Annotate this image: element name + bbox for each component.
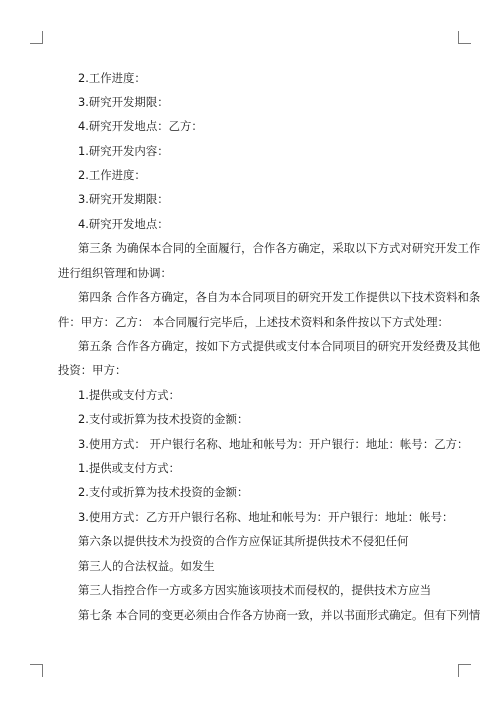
paragraph-line: 2.工作进度： — [78, 168, 146, 182]
paragraph-line: 1.研究开发内容： — [78, 144, 169, 158]
paragraph-line: 1.提供或支付方式： — [78, 461, 180, 475]
paragraph-line: 投资：甲方： — [58, 363, 127, 377]
paragraph-line: 1.提供或支付方式： — [78, 388, 180, 402]
crop-mark-bottom-left — [30, 664, 43, 677]
paragraph-line: 2.工作进度： — [78, 71, 146, 85]
paragraph-line: 第七条 本合同的变更必须由合作各方协商一致，并以书面形式确定。但有下列情 — [78, 608, 481, 622]
paragraph-line: 第四条 合作各方确定，各自为本合同项目的研究开发工作提供以下技术资料和条 — [78, 290, 481, 304]
paragraph-line: 进行组织管理和协调： — [58, 266, 172, 280]
paragraph-line: 3.研究开发期限： — [78, 192, 169, 206]
paragraph-line: 第三条 为确保本合同的全面履行，合作各方确定，采取以下方式对研究开发工作 — [78, 241, 481, 255]
paragraph-line: 3.使用方式：乙方开户银行名称、地址和帐号为：开户银行：地址：帐号： — [78, 510, 454, 524]
paragraph-line: 第三人指控合作一方或多方因实施该项技术而侵权的，提供技术方应当 — [78, 583, 432, 597]
paragraph-line: 第六条以提供技术为投资的合作方应保证其所提供技术不侵犯任何 — [78, 534, 409, 548]
crop-mark-top-left — [30, 31, 43, 44]
paragraph-line: 2.支付或折算为技术投资的金额： — [78, 485, 249, 499]
paragraph-line: 4.研究开发地点： — [78, 217, 169, 231]
paragraph-line: 第五条 合作各方确定，按如下方式提供或支付本合同项目的研究开发经费及其他 — [78, 339, 481, 353]
paragraph-line: 3.使用方式： 开户银行名称、地址和帐号为：开户银行：地址：帐号：乙方： — [78, 437, 469, 451]
paragraph-line: 4.研究开发地点：乙方： — [78, 119, 203, 133]
paragraph-line: 件：甲方：乙方： 本合同履行完毕后，上述技术资料和条件按以下方式处理： — [58, 315, 449, 329]
paragraph-line: 3.研究开发期限： — [78, 95, 169, 109]
paragraph-line: 第三人的合法权益。如发生 — [78, 559, 215, 573]
crop-mark-bottom-right — [458, 664, 471, 677]
crop-mark-top-right — [458, 31, 471, 44]
paragraph-line: 2.支付或折算为技术投资的金额： — [78, 412, 249, 426]
